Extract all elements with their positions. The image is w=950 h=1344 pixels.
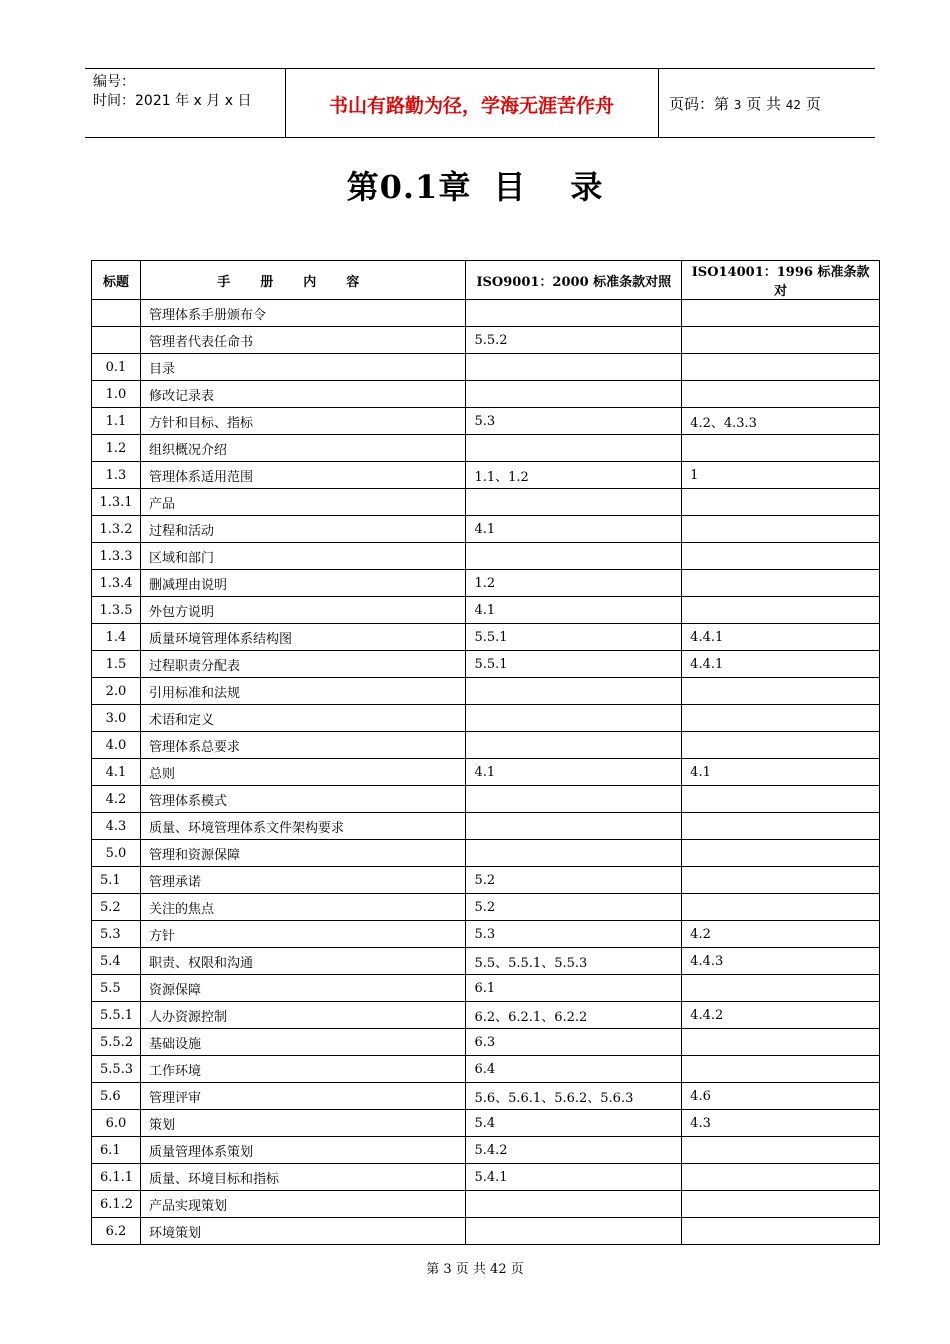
row-iso14001-ref [682, 1164, 880, 1191]
table-row [92, 867, 880, 894]
row-content: 过程和活动 [140, 516, 465, 543]
row-section-number: 4.0 [92, 732, 141, 759]
table-row [92, 1056, 880, 1083]
page-label-mid: 页 共 [746, 95, 781, 113]
row-content: 引用标准和法规 [140, 678, 465, 705]
row-iso9001-ref: 6.1 [466, 975, 682, 1002]
row-content: 方针 [140, 921, 465, 948]
table-row [92, 759, 880, 786]
row-section-number: 5.3 [92, 921, 141, 948]
title-char-2: 录 [570, 168, 604, 206]
page-label-prefix: 页码：第 [669, 95, 730, 113]
row-content: 管理体系手册颁布令 [140, 300, 465, 327]
table-row [92, 840, 880, 867]
row-content: 删减理由说明 [140, 570, 465, 597]
row-section-number: 0.1 [92, 354, 141, 381]
header-motto: 书山有路勤为径，学海无涯苦作舟 [328, 95, 614, 117]
header-page-info [669, 93, 821, 114]
table-row [92, 543, 880, 570]
row-iso9001-ref [466, 300, 682, 327]
table-row [92, 813, 880, 840]
table-row [92, 732, 880, 759]
table-row [92, 1083, 880, 1110]
row-iso14001-ref [682, 867, 880, 894]
row-section-number: 4.1 [92, 759, 141, 786]
row-iso14001-ref [682, 1056, 880, 1083]
table-row [92, 705, 880, 732]
row-content: 质量、环境管理体系文件架构要求 [140, 813, 465, 840]
row-content: 过程职责分配表 [140, 651, 465, 678]
row-iso14001-ref [682, 1218, 880, 1245]
row-iso9001-ref [466, 489, 682, 516]
row-iso9001-ref [466, 705, 682, 732]
title-char-1: 目 [493, 168, 527, 206]
table-row [92, 408, 880, 435]
row-content: 质量环境管理体系结构图 [140, 624, 465, 651]
row-content: 管理体系适用范围 [140, 462, 465, 489]
row-section-number: 3.0 [92, 705, 141, 732]
table-row [92, 435, 880, 462]
row-iso9001-ref: 5.3 [466, 921, 682, 948]
row-content: 产品 [140, 489, 465, 516]
table-row [92, 624, 880, 651]
row-content: 术语和定义 [140, 705, 465, 732]
table-row [92, 489, 880, 516]
row-iso9001-ref [466, 354, 682, 381]
row-iso9001-ref: 5.4 [466, 1110, 682, 1137]
row-iso14001-ref: 4.4.2 [682, 1002, 880, 1029]
row-iso14001-ref: 4.6 [682, 1083, 880, 1110]
row-iso14001-ref [682, 300, 880, 327]
table-row [92, 327, 880, 354]
table-row [92, 570, 880, 597]
row-iso9001-ref: 5.5.2 [466, 327, 682, 354]
row-content: 环境策划 [140, 1218, 465, 1245]
row-section-number: 1.3.1 [92, 489, 141, 516]
row-content: 外包方说明 [140, 597, 465, 624]
row-content: 管理评审 [140, 1083, 465, 1110]
row-iso14001-ref [682, 1029, 880, 1056]
header-title: 标题 [92, 261, 141, 300]
row-iso9001-ref: 5.2 [466, 867, 682, 894]
row-section-number: 5.0 [92, 840, 141, 867]
row-section-number: 1.3.2 [92, 516, 141, 543]
row-section-number: 1.1 [92, 408, 141, 435]
row-iso9001-ref [466, 732, 682, 759]
table-row [92, 300, 880, 327]
row-section-number: 5.6 [92, 1083, 141, 1110]
row-iso9001-ref: 5.5.1 [466, 651, 682, 678]
page-title [0, 162, 950, 208]
row-section-number: 1.0 [92, 381, 141, 408]
row-iso9001-ref [466, 813, 682, 840]
row-iso14001-ref [682, 327, 880, 354]
page-label-suffix: 页 [805, 95, 821, 113]
row-iso9001-ref: 5.3 [466, 408, 682, 435]
table-row [92, 462, 880, 489]
row-iso14001-ref [682, 786, 880, 813]
page-total: 42 [785, 98, 802, 112]
row-iso9001-ref: 1.1、1.2 [466, 462, 682, 489]
row-section-number: 4.2 [92, 786, 141, 813]
table-row [92, 948, 880, 975]
row-section-number: 1.3 [92, 462, 141, 489]
row-content: 质量管理体系策划 [140, 1137, 465, 1164]
row-iso14001-ref [682, 597, 880, 624]
row-section-number [92, 327, 141, 354]
table-row [92, 786, 880, 813]
row-iso14001-ref: 4.4.3 [682, 948, 880, 975]
row-iso14001-ref [682, 840, 880, 867]
row-iso14001-ref: 4.4.1 [682, 651, 880, 678]
header-iso14001: ISO14001：1996 标准条款对 [682, 261, 880, 300]
chapter-label: 第0.1章 [346, 168, 472, 206]
row-iso14001-ref [682, 570, 880, 597]
document-time-label: 时间：2021 年 x 月 x 日 [93, 93, 252, 109]
table-row [92, 921, 880, 948]
row-content: 管理者代表任命书 [140, 327, 465, 354]
header-content: 手册内容 [140, 261, 465, 300]
row-iso14001-ref [682, 381, 880, 408]
row-iso9001-ref: 6.3 [466, 1029, 682, 1056]
row-section-number: 6.1.2 [92, 1191, 141, 1218]
row-iso9001-ref: 5.5、5.5.1、5.5.3 [466, 948, 682, 975]
table-row [92, 894, 880, 921]
row-iso14001-ref [682, 705, 880, 732]
row-section-number: 5.5.3 [92, 1056, 141, 1083]
row-section-number: 2.0 [92, 678, 141, 705]
row-section-number: 5.2 [92, 894, 141, 921]
table-row [92, 597, 880, 624]
row-iso14001-ref: 4.1 [682, 759, 880, 786]
row-content: 管理体系总要求 [140, 732, 465, 759]
row-iso9001-ref [466, 435, 682, 462]
row-iso9001-ref [466, 840, 682, 867]
row-iso9001-ref: 1.2 [466, 570, 682, 597]
page-current: 3 [733, 98, 742, 112]
row-content: 修改记录表 [140, 381, 465, 408]
table-row [92, 651, 880, 678]
row-iso9001-ref: 4.1 [466, 597, 682, 624]
row-iso9001-ref [466, 543, 682, 570]
page-footer: 第 3 页 共 42 页 [426, 1262, 524, 1277]
row-content: 资源保障 [140, 975, 465, 1002]
row-iso9001-ref: 6.2、6.2.1、6.2.2 [466, 1002, 682, 1029]
row-iso14001-ref [682, 543, 880, 570]
row-iso9001-ref [466, 678, 682, 705]
table-row [92, 1029, 880, 1056]
document-header [85, 68, 875, 138]
row-iso9001-ref: 4.1 [466, 759, 682, 786]
table-row [92, 1164, 880, 1191]
row-iso9001-ref [466, 1191, 682, 1218]
row-iso9001-ref: 5.4.2 [466, 1137, 682, 1164]
row-content: 策划 [140, 1110, 465, 1137]
table-row [92, 1218, 880, 1245]
table-row [92, 1110, 880, 1137]
row-iso14001-ref [682, 813, 880, 840]
table-row [92, 1002, 880, 1029]
table-row [92, 975, 880, 1002]
table-row [92, 1137, 880, 1164]
row-section-number: 1.2 [92, 435, 141, 462]
row-section-number: 1.5 [92, 651, 141, 678]
toc-table [91, 260, 880, 1245]
row-section-number: 1.3.4 [92, 570, 141, 597]
row-iso14001-ref [682, 435, 880, 462]
row-iso9001-ref: 4.1 [466, 516, 682, 543]
row-content: 组织概况介绍 [140, 435, 465, 462]
row-iso14001-ref [682, 489, 880, 516]
row-content: 方针和目标、指标 [140, 408, 465, 435]
row-iso14001-ref [682, 1137, 880, 1164]
row-content: 工作环境 [140, 1056, 465, 1083]
row-section-number: 1.4 [92, 624, 141, 651]
table-row [92, 381, 880, 408]
row-iso14001-ref [682, 516, 880, 543]
row-iso14001-ref: 4.2 [682, 921, 880, 948]
row-iso9001-ref [466, 786, 682, 813]
row-content: 管理体系模式 [140, 786, 465, 813]
row-iso9001-ref: 6.4 [466, 1056, 682, 1083]
row-section-number: 6.1 [92, 1137, 141, 1164]
row-iso14001-ref [682, 354, 880, 381]
row-iso14001-ref [682, 1191, 880, 1218]
row-iso14001-ref: 4.2、4.3.3 [682, 408, 880, 435]
row-content: 职责、权限和沟通 [140, 948, 465, 975]
row-section-number: 5.5 [92, 975, 141, 1002]
row-section-number: 6.1.1 [92, 1164, 141, 1191]
row-content: 基础设施 [140, 1029, 465, 1056]
row-iso14001-ref [682, 678, 880, 705]
row-content: 产品实现策划 [140, 1191, 465, 1218]
table-row [92, 678, 880, 705]
row-section-number: 6.0 [92, 1110, 141, 1137]
row-content: 关注的焦点 [140, 894, 465, 921]
row-iso9001-ref: 5.2 [466, 894, 682, 921]
row-iso14001-ref [682, 894, 880, 921]
row-iso14001-ref [682, 975, 880, 1002]
row-section-number: 1.3.3 [92, 543, 141, 570]
document-number-label: 编号： [93, 74, 135, 90]
row-iso9001-ref: 5.4.1 [466, 1164, 682, 1191]
row-content: 管理承诺 [140, 867, 465, 894]
row-section-number [92, 300, 141, 327]
row-content: 目录 [140, 354, 465, 381]
row-section-number: 6.2 [92, 1218, 141, 1245]
row-section-number: 4.3 [92, 813, 141, 840]
row-content: 区域和部门 [140, 543, 465, 570]
row-iso14001-ref: 4.4.1 [682, 624, 880, 651]
row-section-number: 5.4 [92, 948, 141, 975]
header-iso9001: ISO9001：2000 标准条款对照 [466, 261, 682, 300]
table-row [92, 354, 880, 381]
row-iso14001-ref: 1 [682, 462, 880, 489]
row-content: 总则 [140, 759, 465, 786]
row-section-number: 1.3.5 [92, 597, 141, 624]
toc-body [92, 300, 880, 1245]
header-meta [93, 73, 251, 111]
header-divider [658, 69, 659, 137]
row-iso9001-ref [466, 1218, 682, 1245]
row-iso9001-ref: 5.6、5.6.1、5.6.2、5.6.3 [466, 1083, 682, 1110]
row-section-number: 5.5.1 [92, 1002, 141, 1029]
row-content: 人办资源控制 [140, 1002, 465, 1029]
row-section-number: 5.5.2 [92, 1029, 141, 1056]
row-iso14001-ref: 4.3 [682, 1110, 880, 1137]
row-iso9001-ref [466, 381, 682, 408]
table-header-row [92, 261, 880, 300]
row-iso9001-ref: 5.5.1 [466, 624, 682, 651]
row-content: 管理和资源保障 [140, 840, 465, 867]
row-section-number: 5.1 [92, 867, 141, 894]
row-content: 质量、环境目标和指标 [140, 1164, 465, 1191]
table-row [92, 516, 880, 543]
row-iso14001-ref [682, 732, 880, 759]
table-row [92, 1191, 880, 1218]
